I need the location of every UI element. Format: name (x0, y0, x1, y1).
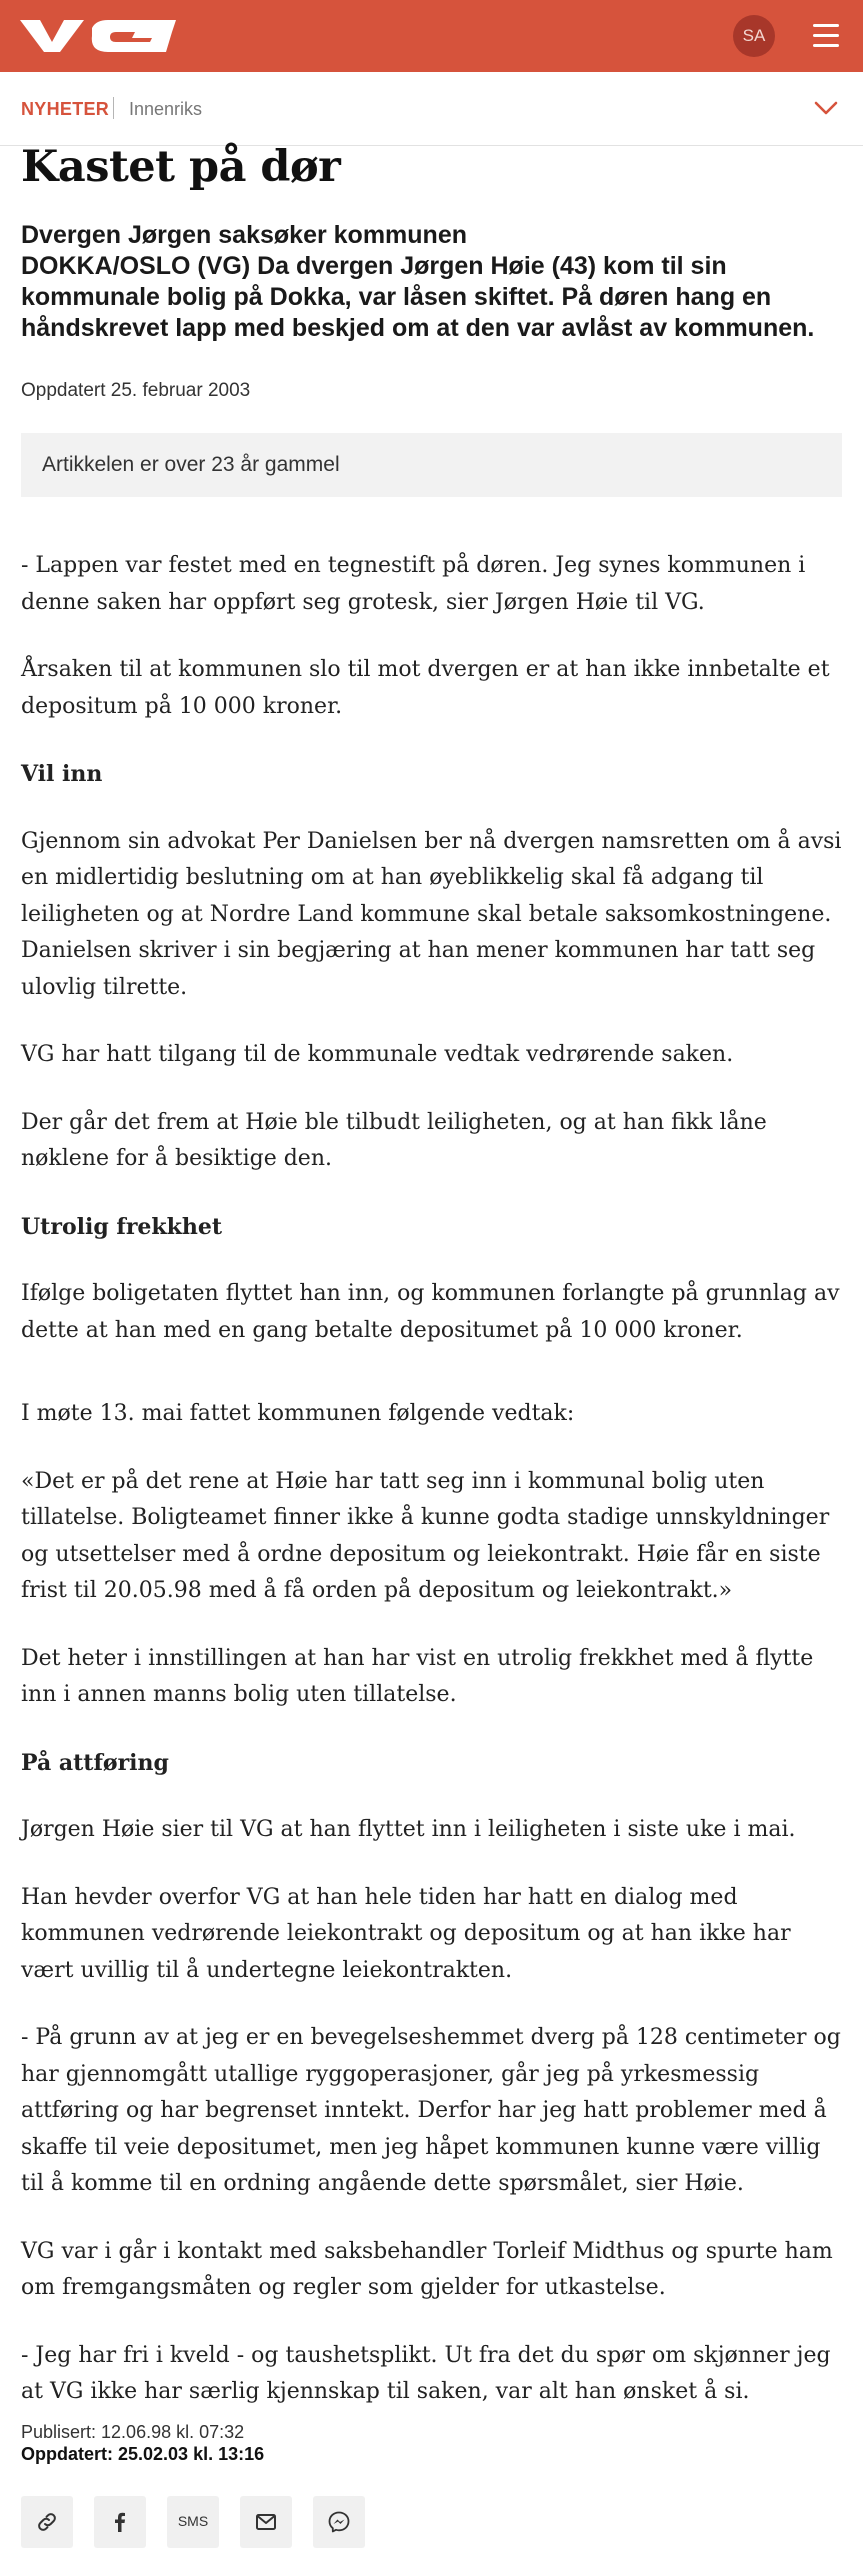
hamburger-menu-icon[interactable] (813, 24, 839, 48)
section-divider (113, 97, 114, 119)
section-link-nyheter[interactable]: NYHETER (21, 99, 110, 119)
paragraph: Han hevder overfor VG at han hele tiden har hatt en dialog med kommunen vedrørende leiekontrakt og depositum og at han ikke har vært uvillig til å undertegne leiekontrakten. (21, 1884, 791, 1983)
share-messenger-button[interactable] (313, 2496, 365, 2548)
share-link-button[interactable] (21, 2496, 73, 2548)
share-sms-button[interactable] (167, 2496, 219, 2548)
link-icon (35, 2510, 59, 2534)
article-body (21, 548, 846, 2442)
published-time: Publisert: 12.06.98 kl. 07:32 (21, 2422, 245, 2442)
messenger-icon (327, 2510, 351, 2534)
paragraph: Det heter i innstillingen at han har vist en utrolig frekkhet med å flytte inn i annen manns bolig uten tillatelse. (21, 1645, 814, 1707)
subheading: Utrolig frekkhet (21, 1213, 223, 1240)
paragraph: Jørgen Høie sier til VG at han flyttet inn i leiligheten i siste uke i mai. (21, 1817, 796, 1842)
paragraph: Der går det frem at Høie ble tilbudt leiligheten, og at han fikk låne nøklene for å besiktige den. (21, 1109, 767, 1171)
quote-paragraph: «Det er på det rene at Høie har tatt seg inn i kommunal bolig uten tillatelse. Boligteamet finner ikke å kunne godta stadige unnskyldninger og utsettelser med å ordne depositum og leiekontrakt. Høie får en siste frist til 20.05.98 med å få orden på depositum og leiekontrakt.» (21, 1468, 830, 1603)
paragraph: I møte 13. mai fattet kommunen følgende vedtak: (21, 1401, 575, 1426)
paragraph: Gjennom sin advokat Per Danielsen ber nå dvergen namsretten om å avsi en midlertidig beslutning om at han øyeblikkelig skal få adgang til leiligheten og at Nordre Land kommune skal betale saksomkostningene. Danielsen skriver i sin begjæring at han mener kommunen har tatt seg ulovlig tilrette. (21, 828, 842, 1000)
article-subtitle: Dvergen Jørgen saksøker kommunen (21, 221, 467, 249)
paragraph: Ifølge boligetaten flyttet han inn, og kommunen forlangte på grunnlag av dette at han med en gang betalte depositumet på 10 000 kroner. (21, 1281, 840, 1343)
article-age-text: Artikkelen er over 23 år gammel (42, 453, 340, 476)
paragraph: - Jeg har fri i kveld - og taushetsplikt. Ut fra det du spør om skjønner jeg at VG ikke har særlig kjennskap til saken, var alt han ønsket å si. (21, 2342, 831, 2404)
section-link-innenriks[interactable]: Innenriks (129, 99, 203, 119)
article-meta (21, 2421, 264, 2465)
sms-label: SMS (177, 2513, 209, 2529)
subheading: Vil inn (21, 761, 103, 787)
paragraph: Årsaken til at kommunen slo til mot dvergen er at han ikke innbetalte et depositum på 10 000 kroner. (21, 657, 830, 719)
vg-logo[interactable] (20, 18, 180, 54)
paragraph: VG var i går i kontakt med saksbehandler Torleif Midthus og spurte ham om fremgangsmåten og regler som gjelder for utkastelse. (21, 2238, 833, 2300)
top-bar (0, 0, 863, 72)
email-icon (254, 2510, 278, 2534)
user-avatar[interactable]: SA (733, 15, 775, 57)
article-lead (21, 220, 841, 344)
facebook-icon (108, 2510, 132, 2534)
updated-date: Oppdatert 25. februar 2003 (21, 380, 251, 401)
article-title: Kastet på dør (21, 142, 341, 192)
share-facebook-button[interactable] (94, 2496, 146, 2548)
article-lead-text: DOKKA/OSLO (VG) Da dvergen Jørgen Høie (43) kom til sin kommunale bolig på Dokka, var låsen skiftet. På døren hang en håndskrevet lapp med beskjed om at den var avlåst av kommunen. (21, 252, 815, 342)
paragraph: VG har hatt tilgang til de kommunale vedtak vedrørende saken. (21, 1042, 734, 1067)
section-bar (0, 72, 863, 146)
article-age-notice (21, 433, 842, 497)
share-email-button[interactable] (240, 2496, 292, 2548)
modified-time: Oppdatert: 25.02.03 kl. 13:16 (21, 2444, 265, 2464)
paragraph: - Lappen var festet med en tegnestift på døren. Jeg synes kommunen i denne saken har oppført seg grotesk, sier Jørgen Høie til VG. (21, 553, 806, 615)
subheading: På attføring (21, 1749, 169, 1776)
paragraph: - På grunn av at jeg er en bevegelseshemmet dverg på 128 centimeter og har gjennomgått utallige ryggoperasjoner, går jeg på yrkesmessig attføring og har begrenset inntekt. Derfor har jeg hatt problemer med å skaffe til veie depositumet, men jeg håpet kommunen kunne være villig til å komme til en ordning angående dette spørsmålet, sier Høie. (21, 2025, 841, 2196)
chevron-down-icon[interactable] (813, 95, 839, 121)
